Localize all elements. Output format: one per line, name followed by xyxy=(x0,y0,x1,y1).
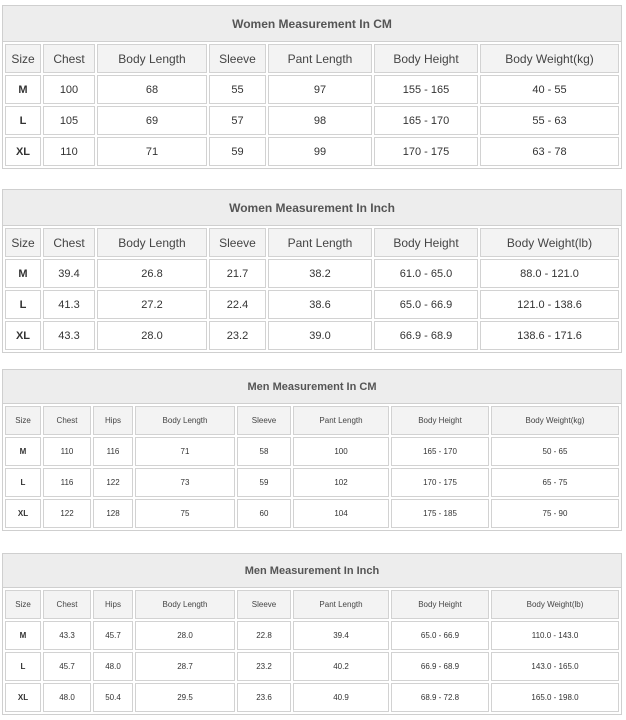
pant-length-cell: 99 xyxy=(268,137,372,166)
size-cell: XL xyxy=(5,321,41,350)
table-row xyxy=(5,468,619,497)
header-cell-body-height: Body Height xyxy=(391,406,489,435)
body-length-cell: 69 xyxy=(97,106,207,135)
body-height-cell: 66.9 - 68.9 xyxy=(391,652,489,681)
body-weight-cell: 165.0 - 198.0 xyxy=(491,683,619,712)
pant-length-cell: 97 xyxy=(268,75,372,104)
sleeve-cell: 23.2 xyxy=(209,321,266,350)
size-cell: XL xyxy=(5,137,41,166)
table-row xyxy=(5,321,619,350)
chest-cell: 110 xyxy=(43,437,91,466)
size-cell: L xyxy=(5,290,41,319)
header-row xyxy=(5,406,619,435)
header-cell-chest: Chest xyxy=(43,228,95,257)
table-row xyxy=(5,683,619,712)
men-cm-table xyxy=(2,369,622,531)
chest-cell: 110 xyxy=(43,137,95,166)
measurement-grid xyxy=(3,588,621,714)
body-length-cell: 27.2 xyxy=(97,290,207,319)
size-cell: M xyxy=(5,75,41,104)
header-cell-sleeve: Sleeve xyxy=(209,44,266,73)
body-length-cell: 29.5 xyxy=(135,683,235,712)
size-cell: L xyxy=(5,652,41,681)
sleeve-cell: 55 xyxy=(209,75,266,104)
table-row xyxy=(5,106,619,135)
hips-cell: 128 xyxy=(93,499,133,528)
header-cell-body-length: Body Length xyxy=(97,44,207,73)
body-height-cell: 66.9 - 68.9 xyxy=(374,321,478,350)
header-cell-body-weight: Body Weight(kg) xyxy=(491,406,619,435)
header-cell-sleeve: Sleeve xyxy=(209,228,266,257)
pant-length-cell: 40.2 xyxy=(293,652,389,681)
body-length-cell: 26.8 xyxy=(97,259,207,288)
measurement-grid xyxy=(3,226,621,352)
header-row xyxy=(5,590,619,619)
header-cell-chest: Chest xyxy=(43,44,95,73)
body-height-cell: 65.0 - 66.9 xyxy=(374,290,478,319)
table-row xyxy=(5,259,619,288)
chest-cell: 45.7 xyxy=(43,652,91,681)
header-cell-hips: Hips xyxy=(93,590,133,619)
body-weight-cell: 110.0 - 143.0 xyxy=(491,621,619,650)
body-length-cell: 71 xyxy=(97,137,207,166)
sleeve-cell: 59 xyxy=(209,137,266,166)
table-row xyxy=(5,499,619,528)
pant-length-cell: 38.6 xyxy=(268,290,372,319)
table-title: Women Measurement In CM xyxy=(3,6,621,42)
chest-cell: 122 xyxy=(43,499,91,528)
header-row xyxy=(5,228,619,257)
chest-cell: 43.3 xyxy=(43,621,91,650)
table-row xyxy=(5,75,619,104)
hips-cell: 50.4 xyxy=(93,683,133,712)
sleeve-cell: 59 xyxy=(237,468,291,497)
header-cell-pant-length: Pant Length xyxy=(268,44,372,73)
header-cell-size: Size xyxy=(5,44,41,73)
body-weight-cell: 88.0 - 121.0 xyxy=(480,259,619,288)
table-row xyxy=(5,437,619,466)
header-cell-pant-length: Pant Length xyxy=(293,406,389,435)
header-cell-size: Size xyxy=(5,590,41,619)
header-cell-body-height: Body Height xyxy=(391,590,489,619)
header-cell-body-height: Body Height xyxy=(374,228,478,257)
size-cell: XL xyxy=(5,683,41,712)
hips-cell: 122 xyxy=(93,468,133,497)
sleeve-cell: 57 xyxy=(209,106,266,135)
body-height-cell: 68.9 - 72.8 xyxy=(391,683,489,712)
body-weight-cell: 63 - 78 xyxy=(480,137,619,166)
sleeve-cell: 21.7 xyxy=(209,259,266,288)
chest-cell: 41.3 xyxy=(43,290,95,319)
chest-cell: 105 xyxy=(43,106,95,135)
hips-cell: 116 xyxy=(93,437,133,466)
size-cell: L xyxy=(5,468,41,497)
body-height-cell: 170 - 175 xyxy=(374,137,478,166)
hips-cell: 48.0 xyxy=(93,652,133,681)
pant-length-cell: 40.9 xyxy=(293,683,389,712)
body-weight-cell: 143.0 - 165.0 xyxy=(491,652,619,681)
body-weight-cell: 121.0 - 138.6 xyxy=(480,290,619,319)
body-height-cell: 165 - 170 xyxy=(374,106,478,135)
sleeve-cell: 60 xyxy=(237,499,291,528)
sleeve-cell: 58 xyxy=(237,437,291,466)
pant-length-cell: 102 xyxy=(293,468,389,497)
header-row xyxy=(5,44,619,73)
header-cell-pant-length: Pant Length xyxy=(268,228,372,257)
body-height-cell: 165 - 170 xyxy=(391,437,489,466)
body-weight-cell: 75 - 90 xyxy=(491,499,619,528)
size-cell: L xyxy=(5,106,41,135)
body-height-cell: 65.0 - 66.9 xyxy=(391,621,489,650)
body-height-cell: 170 - 175 xyxy=(391,468,489,497)
body-weight-cell: 138.6 - 171.6 xyxy=(480,321,619,350)
header-cell-body-weight: Body Weight(kg) xyxy=(480,44,619,73)
body-length-cell: 28.7 xyxy=(135,652,235,681)
sleeve-cell: 22.8 xyxy=(237,621,291,650)
size-cell: M xyxy=(5,259,41,288)
pant-length-cell: 100 xyxy=(293,437,389,466)
pant-length-cell: 39.4 xyxy=(293,621,389,650)
header-cell-size: Size xyxy=(5,406,41,435)
table-row xyxy=(5,621,619,650)
body-weight-cell: 40 - 55 xyxy=(480,75,619,104)
body-height-cell: 155 - 165 xyxy=(374,75,478,104)
measurement-grid xyxy=(3,404,621,530)
chest-cell: 39.4 xyxy=(43,259,95,288)
measurement-grid xyxy=(3,42,621,168)
table-row xyxy=(5,652,619,681)
pant-length-cell: 39.0 xyxy=(268,321,372,350)
women-inch-table xyxy=(2,189,622,353)
header-cell-body-weight: Body Weight(lb) xyxy=(480,228,619,257)
header-cell-chest: Chest xyxy=(43,406,91,435)
body-weight-cell: 55 - 63 xyxy=(480,106,619,135)
body-weight-cell: 50 - 65 xyxy=(491,437,619,466)
body-weight-cell: 65 - 75 xyxy=(491,468,619,497)
women-cm-table xyxy=(2,5,622,169)
pant-length-cell: 98 xyxy=(268,106,372,135)
hips-cell: 45.7 xyxy=(93,621,133,650)
sleeve-cell: 22.4 xyxy=(209,290,266,319)
header-cell-body-length: Body Length xyxy=(97,228,207,257)
body-length-cell: 73 xyxy=(135,468,235,497)
header-cell-sleeve: Sleeve xyxy=(237,406,291,435)
pant-length-cell: 38.2 xyxy=(268,259,372,288)
body-length-cell: 28.0 xyxy=(135,621,235,650)
body-length-cell: 68 xyxy=(97,75,207,104)
chest-cell: 100 xyxy=(43,75,95,104)
chest-cell: 43.3 xyxy=(43,321,95,350)
pant-length-cell: 104 xyxy=(293,499,389,528)
chest-cell: 48.0 xyxy=(43,683,91,712)
header-cell-chest: Chest xyxy=(43,590,91,619)
header-cell-hips: Hips xyxy=(93,406,133,435)
sleeve-cell: 23.2 xyxy=(237,652,291,681)
header-cell-body-length: Body Length xyxy=(135,406,235,435)
table-row xyxy=(5,137,619,166)
size-cell: XL xyxy=(5,499,41,528)
size-cell: M xyxy=(5,621,41,650)
header-cell-sleeve: Sleeve xyxy=(237,590,291,619)
body-length-cell: 71 xyxy=(135,437,235,466)
chest-cell: 116 xyxy=(43,468,91,497)
table-title: Men Measurement In Inch xyxy=(3,554,621,588)
table-title: Women Measurement In Inch xyxy=(3,190,621,226)
men-inch-table xyxy=(2,553,622,715)
header-cell-body-height: Body Height xyxy=(374,44,478,73)
header-cell-pant-length: Pant Length xyxy=(293,590,389,619)
body-height-cell: 61.0 - 65.0 xyxy=(374,259,478,288)
header-cell-body-weight: Body Weight(lb) xyxy=(491,590,619,619)
header-cell-size: Size xyxy=(5,228,41,257)
sleeve-cell: 23.6 xyxy=(237,683,291,712)
body-length-cell: 28.0 xyxy=(97,321,207,350)
body-length-cell: 75 xyxy=(135,499,235,528)
table-row xyxy=(5,290,619,319)
header-cell-body-length: Body Length xyxy=(135,590,235,619)
size-cell: M xyxy=(5,437,41,466)
table-title: Men Measurement In CM xyxy=(3,370,621,404)
body-height-cell: 175 - 185 xyxy=(391,499,489,528)
